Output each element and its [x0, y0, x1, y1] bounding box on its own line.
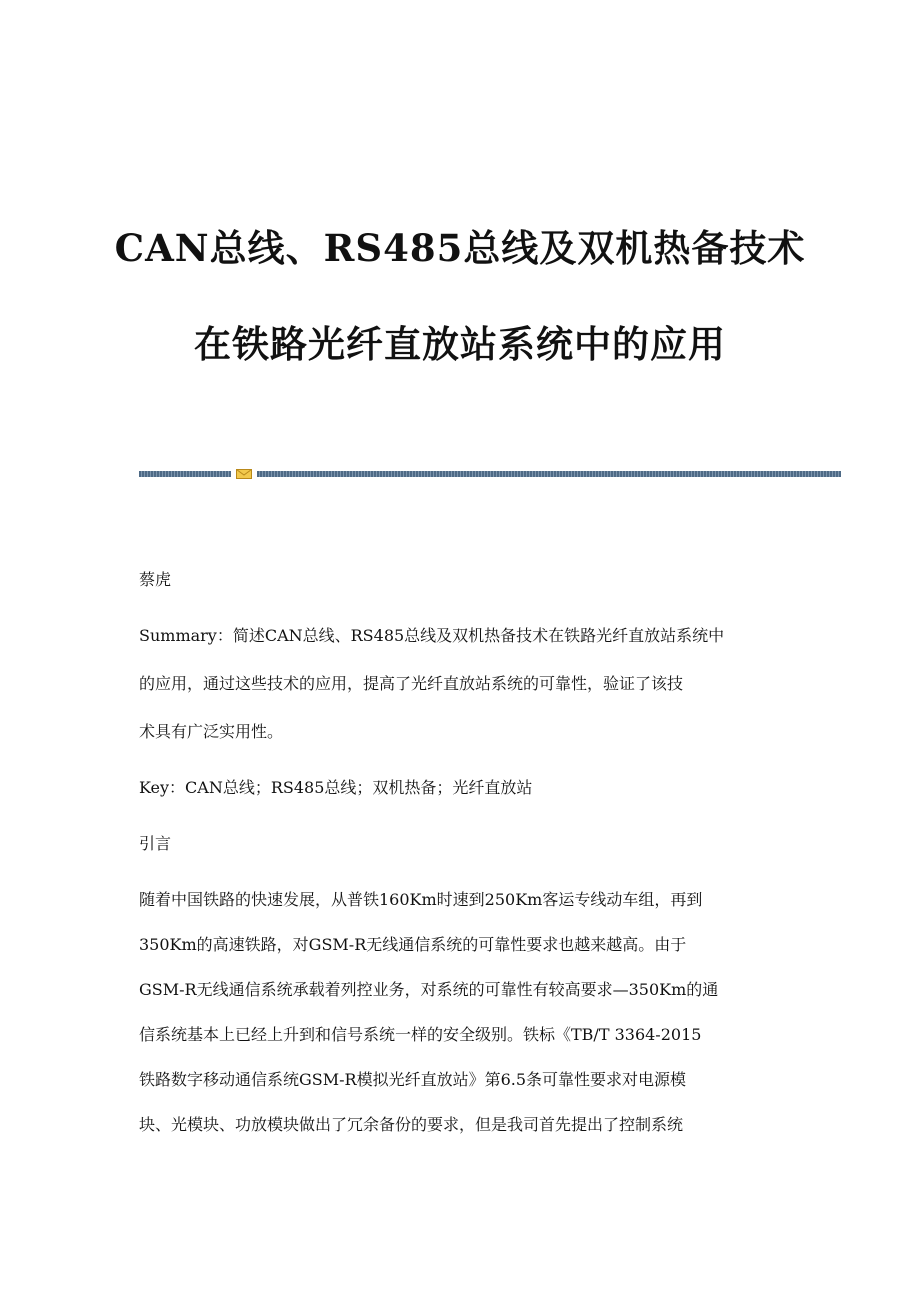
title-divider — [139, 469, 841, 479]
summary-line: 术具有广泛实用性。 — [139, 722, 284, 741]
body-line: 信系统基本上已经上升到和信号系统一样的安全级别。铁标《TB/T 3364-2015 — [139, 1025, 702, 1044]
summary-line: 的应用，通过这些技术的应用，提高了光纤直放站系统的可靠性，验证了该技 — [139, 674, 684, 693]
body-line: GSM-R无线通信系统承载着列控业务，对系统的可靠性有较高要求—350Km的通 — [139, 980, 719, 999]
body-line: 随着中国铁路的快速发展，从普铁160Km时速到250Km客运专线动车组，再到 — [139, 890, 703, 909]
body-paragraph — [139, 886, 779, 1139]
author-name: 蔡虎 — [139, 570, 172, 589]
document-title-line-1: CAN总线、RS485总线及双机热备技术 — [114, 226, 806, 270]
divider-bar-right — [257, 471, 841, 477]
body-line: 350Km的高速铁路，对GSM-R无线通信系统的可靠性要求也越来越高。由于 — [139, 935, 687, 954]
body-line: 铁路数字移动通信系统GSM-R模拟光纤直放站》第6.5条可靠性要求对电源模 — [139, 1070, 687, 1089]
summary-line: Summary：简述CAN总线、RS485总线及双机热备技术在铁路光纤直放站系统中 — [139, 626, 725, 645]
summary-paragraph — [139, 622, 779, 746]
envelope-ornament-icon — [236, 469, 252, 479]
keywords-line: Key：CAN总线；RS485总线；双机热备；光纤直放站 — [139, 778, 533, 797]
body-line: 块、光模块、功放模块做出了冗余备份的要求，但是我司首先提出了控制系统 — [139, 1115, 684, 1134]
document-title-line-2: 在铁路光纤直放站系统中的应用 — [194, 322, 726, 366]
divider-bar-left — [139, 471, 231, 477]
intro-heading: 引言 — [139, 834, 172, 853]
